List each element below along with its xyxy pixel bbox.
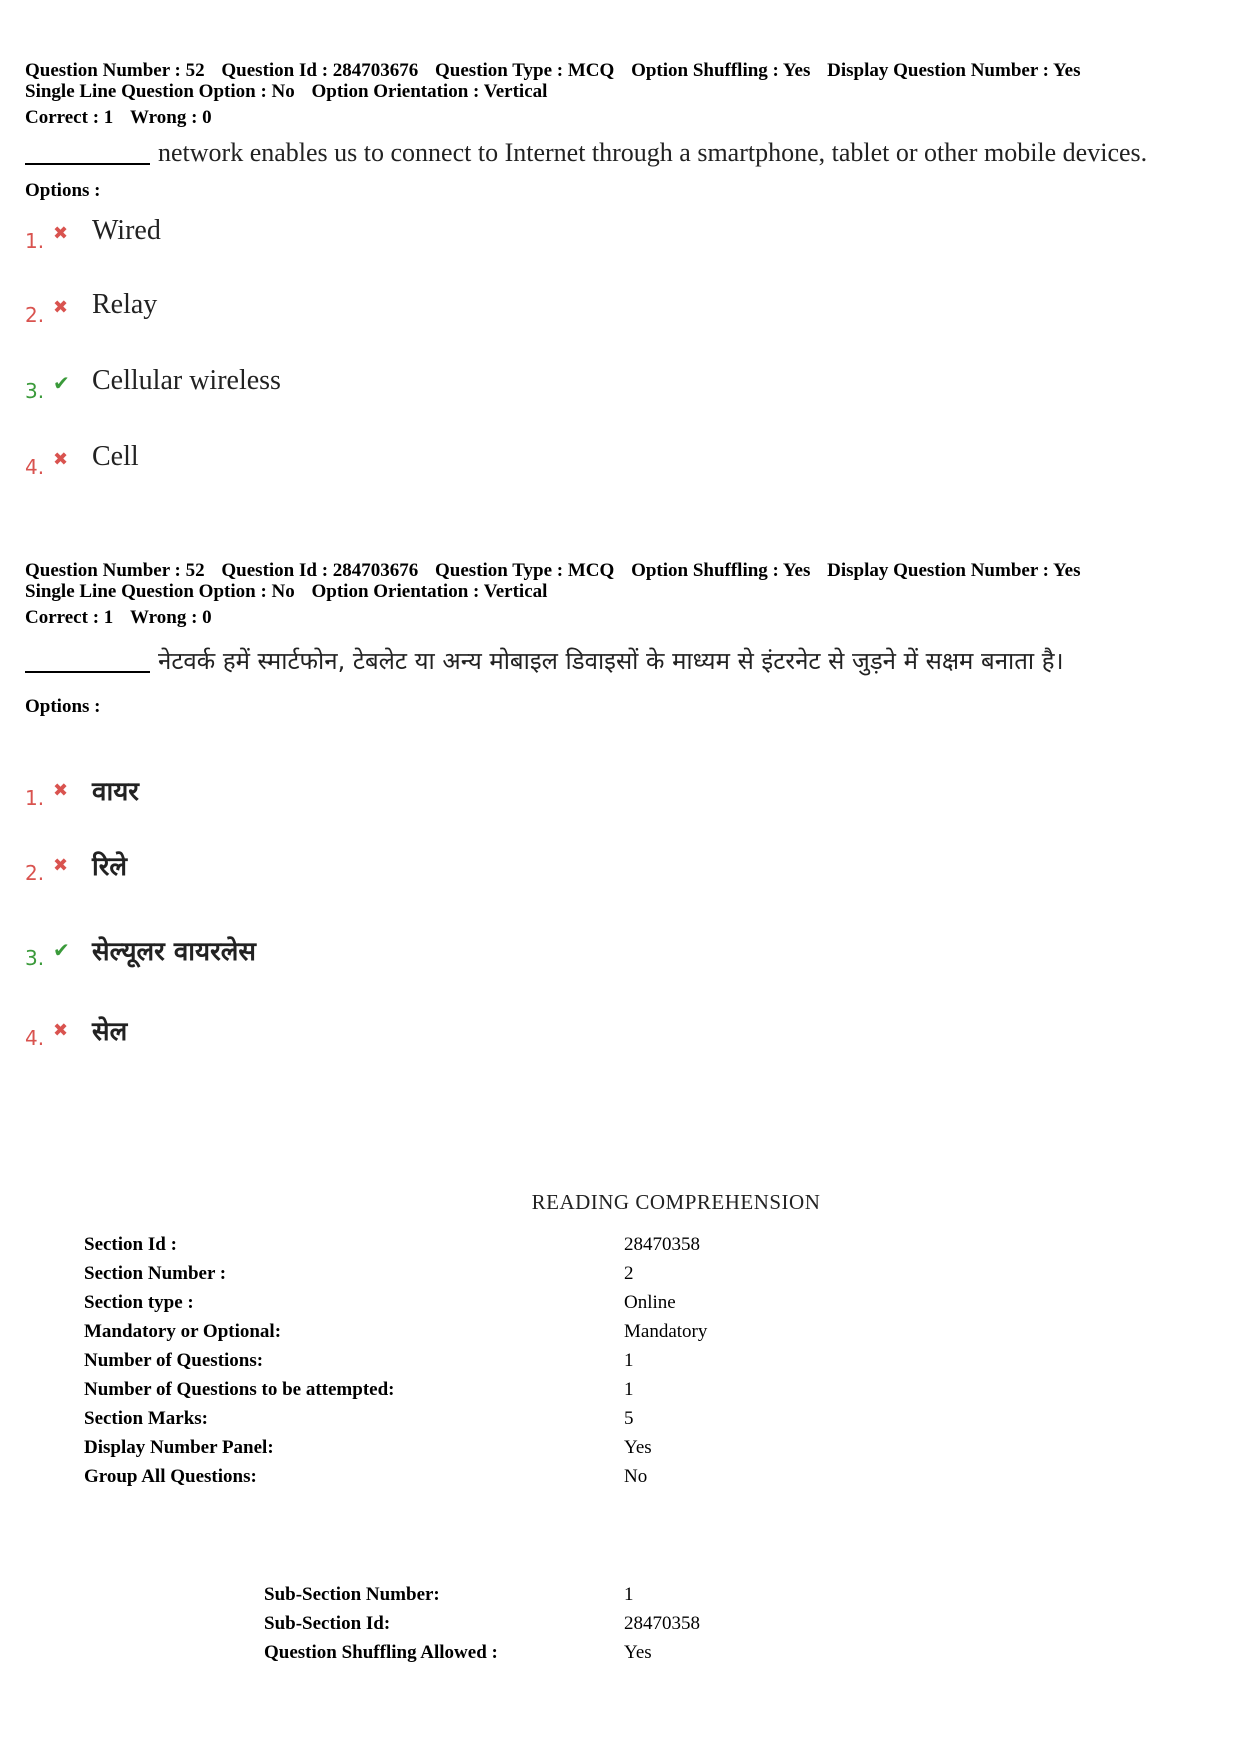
display-number-panel-value: Yes	[624, 1437, 652, 1458]
section-marks-value: 5	[624, 1408, 634, 1429]
questions-attempted-row	[84, 1375, 784, 1404]
questions-attempted-value: 1	[624, 1379, 634, 1400]
section-marks-row	[84, 1404, 784, 1433]
option-text: वायर	[92, 777, 139, 807]
section-type-row	[84, 1288, 784, 1317]
section-marks-label: Section Marks:	[84, 1408, 209, 1429]
display-number-panel-label: Display Number Panel:	[84, 1437, 274, 1458]
section-type-value: Online	[624, 1292, 676, 1313]
check-icon: ✔	[53, 938, 70, 962]
option-3	[25, 932, 625, 972]
option-1	[25, 772, 625, 812]
option-4	[25, 441, 625, 481]
number-of-questions-value: 1	[624, 1350, 634, 1371]
questions-attempted-label: Number of Questions to be attempted:	[84, 1379, 395, 1400]
mandatory-value: Mandatory	[624, 1321, 708, 1342]
option-shuffling: Option Shuffling : Yes	[631, 560, 811, 581]
meta-line-2	[25, 81, 1215, 102]
option-shuffling: Option Shuffling : Yes	[631, 60, 811, 81]
question-body: network enables us to connect to Internet through a smartphone, tablet or other mobile devices.	[158, 138, 1148, 167]
question-shuffling-row	[264, 1638, 764, 1667]
correct-marks: Correct : 1	[25, 107, 114, 128]
option-number: 4.	[25, 1026, 45, 1050]
subsection-id-value: 28470358	[624, 1613, 700, 1634]
question-meta	[25, 60, 1215, 128]
group-all-questions-value: No	[624, 1466, 648, 1487]
check-icon: ✔	[53, 371, 70, 395]
option-number: 1.	[25, 786, 45, 810]
option-text: सेल	[92, 1017, 128, 1047]
section-number-row	[84, 1259, 784, 1288]
meta-line-2	[25, 581, 1215, 602]
cross-icon: ✖	[53, 780, 69, 801]
options-list-hindi	[25, 772, 1215, 1072]
group-all-questions-label: Group All Questions:	[84, 1466, 257, 1487]
option-text: Wired	[92, 215, 161, 246]
cross-icon: ✖	[53, 223, 69, 244]
options-label: Options :	[25, 696, 101, 717]
option-text: सेल्यूलर वायरलेस	[92, 937, 256, 967]
subsection-number-label: Sub-Section Number:	[264, 1584, 440, 1605]
question-type: Question Type : MCQ	[435, 60, 615, 81]
question-body: नेटवर्क हमें स्मार्टफोन, टेबलेट या अन्य मोबाइल डिवाइसों के माध्यम से इंटरनेट से जुड़ने में सक्षम बनाता है।	[158, 647, 1064, 675]
section-id-label: Section Id :	[84, 1234, 177, 1255]
section-type-label: Section type :	[84, 1292, 194, 1313]
section-number-value: 2	[624, 1263, 634, 1284]
single-line-option: Single Line Question Option : No	[25, 81, 295, 102]
question-id: Question Id : 284703676	[221, 560, 419, 581]
section-details	[84, 1230, 784, 1491]
option-text: रिले	[92, 852, 127, 882]
mandatory-row	[84, 1317, 784, 1346]
question-number: Question Number : 52	[25, 560, 205, 581]
section-title: READING COMPREHENSION	[531, 1190, 821, 1214]
display-question-number: Display Question Number : Yes	[827, 560, 1081, 581]
meta-line-3	[25, 607, 1215, 628]
question-meta	[25, 560, 1215, 628]
cross-icon: ✖	[53, 1020, 69, 1041]
options-list-english	[25, 215, 1215, 495]
option-number: 3.	[25, 946, 45, 970]
subsection-details	[264, 1580, 764, 1667]
question-shuffling-label: Question Shuffling Allowed :	[264, 1642, 498, 1663]
option-3	[25, 365, 625, 405]
option-1	[25, 215, 625, 255]
option-number: 1.	[25, 229, 45, 253]
meta-line-3	[25, 107, 1215, 128]
number-of-questions-label: Number of Questions:	[84, 1350, 264, 1371]
cross-icon: ✖	[53, 297, 69, 318]
option-2	[25, 289, 625, 329]
answer-blank	[25, 139, 150, 165]
question-block-hindi	[25, 560, 1215, 718]
correct-marks: Correct : 1	[25, 607, 114, 628]
subsection-number-row	[264, 1580, 764, 1609]
answer-blank	[25, 647, 150, 673]
question-number: Question Number : 52	[25, 60, 205, 81]
option-2	[25, 847, 625, 887]
meta-line-1	[25, 560, 1215, 581]
subsection-id-row	[264, 1609, 764, 1638]
option-text: Cellular wireless	[92, 365, 281, 396]
question-text	[25, 638, 1215, 684]
option-text: Relay	[92, 289, 158, 320]
cross-icon: ✖	[53, 855, 69, 876]
options-label: Options :	[25, 180, 101, 201]
section-id-value: 28470358	[624, 1234, 700, 1255]
section-number-label: Section Number :	[84, 1263, 227, 1284]
section-id-row	[84, 1230, 784, 1259]
group-all-questions-row	[84, 1462, 784, 1491]
option-orientation: Option Orientation : Vertical	[311, 581, 548, 602]
option-number: 2.	[25, 861, 45, 885]
question-block-english	[25, 60, 1215, 202]
option-number: 2.	[25, 303, 45, 327]
subsection-id-label: Sub-Section Id:	[264, 1613, 391, 1634]
option-orientation: Option Orientation : Vertical	[311, 81, 548, 102]
wrong-marks: Wrong : 0	[130, 107, 212, 128]
mandatory-label: Mandatory or Optional:	[84, 1321, 282, 1342]
question-shuffling-value: Yes	[624, 1642, 652, 1663]
subsection-number-value: 1	[624, 1584, 634, 1605]
question-type: Question Type : MCQ	[435, 560, 615, 581]
meta-line-1	[25, 60, 1215, 81]
option-number: 4.	[25, 455, 45, 479]
question-text	[25, 138, 1215, 168]
option-4	[25, 1012, 625, 1052]
question-id: Question Id : 284703676	[221, 60, 419, 81]
display-number-panel-row	[84, 1433, 784, 1462]
cross-icon: ✖	[53, 449, 69, 470]
wrong-marks: Wrong : 0	[130, 607, 212, 628]
number-of-questions-row	[84, 1346, 784, 1375]
option-number: 3.	[25, 379, 45, 403]
single-line-option: Single Line Question Option : No	[25, 581, 295, 602]
option-text: Cell	[92, 441, 139, 472]
display-question-number: Display Question Number : Yes	[827, 60, 1081, 81]
